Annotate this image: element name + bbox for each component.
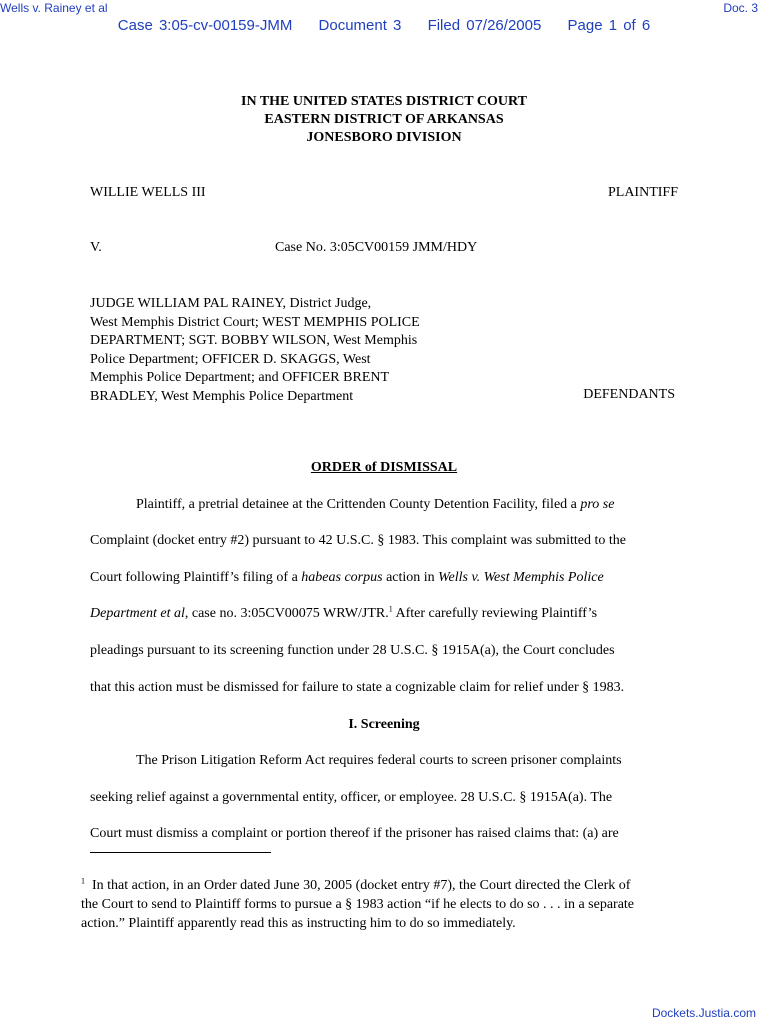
footnote-line: the Court to send to Plaintiff forms to pursue a § 1983 action “if he elects to do so . . . in a separate — [81, 897, 635, 912]
paragraph-line: seeking relief against a governmental entity, officer, or employee. 28 U.S.C. § 1915A(a). The — [90, 790, 613, 805]
court-heading — [0, 93, 768, 147]
italic-run: Wells v. West Memphis Police — [438, 570, 604, 585]
defendant-line: BRADLEY, West Memphis Police Department — [90, 388, 354, 404]
defendant-line: Memphis Police Department; and OFFICER BRENT — [90, 370, 390, 385]
document-number-link[interactable]: Doc. 3 — [723, 1, 758, 15]
court-line: EASTERN DISTRICT OF ARKANSAS — [264, 112, 504, 127]
footnote — [81, 876, 634, 933]
versus: V. — [90, 240, 102, 255]
footnote-line — [81, 876, 634, 895]
filing-header — [0, 17, 768, 34]
order-title: ORDER of DISMISSAL — [310, 460, 458, 475]
plaintiff-name: WILLIE WELLS III — [90, 185, 206, 200]
paragraph-line: Court must dismiss a complaint or portion thereof if the prisoner has raised claims that: (a) are — [90, 826, 619, 841]
footnote-reference[interactable]: 1 — [388, 604, 393, 614]
footnote-marker: 1 — [81, 876, 85, 886]
defendant-line: DEPARTMENT; SGT. BOBBY WILSON, West Memphis — [90, 333, 418, 348]
footnote-divider — [90, 852, 271, 853]
court-line: IN THE UNITED STATES DISTRICT COURT — [241, 94, 527, 109]
defendants-block — [90, 295, 420, 406]
header-document: Document 3 — [318, 17, 402, 34]
case-caption-link[interactable]: Wells v. Rainey et al — [0, 1, 108, 15]
case-number: Case No. 3:05CV00159 JMM/HDY — [275, 240, 478, 255]
section-heading: I. Screening — [348, 717, 420, 732]
paragraph-line: The Prison Litigation Reform Act requires federal courts to screen prisoner complaints — [136, 753, 622, 768]
italic-run: pro se — [580, 497, 615, 512]
defendant-line: Police Department; OFFICER D. SKAGGS, West — [90, 351, 371, 367]
paragraph-line: Complaint (docket entry #2) pursuant to 42 U.S.C. § 1983. This complaint was submitted to the — [90, 533, 626, 548]
footnote-line: action.” Plaintiff apparently read this as instructing him to do so immediately. — [81, 916, 516, 931]
text-run: , case no. 3:05CV00075 WRW/JTR. — [184, 606, 389, 621]
text-run: Plaintiff, a pretrial detainee at the Crittenden County Detention Facility, filed a — [136, 497, 581, 512]
paragraph-line — [90, 606, 597, 622]
dockets-justia-link[interactable]: Dockets.Justia.com — [651, 1006, 756, 1020]
defendant-line: JUDGE WILLIAM PAL RAINEY, District Judge, — [90, 296, 372, 311]
paragraph-line: that this action must be dismissed for failure to state a cognizable claim for relief under § 1983. — [90, 680, 625, 695]
court-line: JONESBORO DIVISION — [306, 130, 462, 145]
paragraph-line — [90, 570, 604, 586]
header-page-count: Page 1 of 6 — [567, 17, 651, 34]
text-run: Court following Plaintiff’s filing of a — [90, 570, 302, 585]
italic-run: habeas corpus — [301, 570, 383, 585]
text-run: After carefully reviewing Plaintiff’s — [392, 606, 598, 621]
text-run: action in — [382, 570, 439, 585]
header-case-number: Case 3:05-cv-00159-JMM — [117, 17, 293, 34]
paragraph-line: pleadings pursuant to its screening function under 28 U.S.C. § 1915A(a), the Court concludes — [90, 643, 615, 658]
defendant-line: West Memphis District Court; WEST MEMPHIS POLICE — [90, 314, 420, 330]
defendants-label: DEFENDANTS — [583, 387, 675, 402]
italic-run: Department et al — [90, 606, 185, 621]
paragraph-line — [136, 497, 614, 513]
header-filed-date: Filed 07/26/2005 — [427, 17, 542, 34]
plaintiff-label: PLAINTIFF — [607, 185, 678, 200]
text-run: In that action, in an Order dated June 30, 2005 (docket entry #7), the Court directed the Clerk of — [92, 878, 631, 893]
